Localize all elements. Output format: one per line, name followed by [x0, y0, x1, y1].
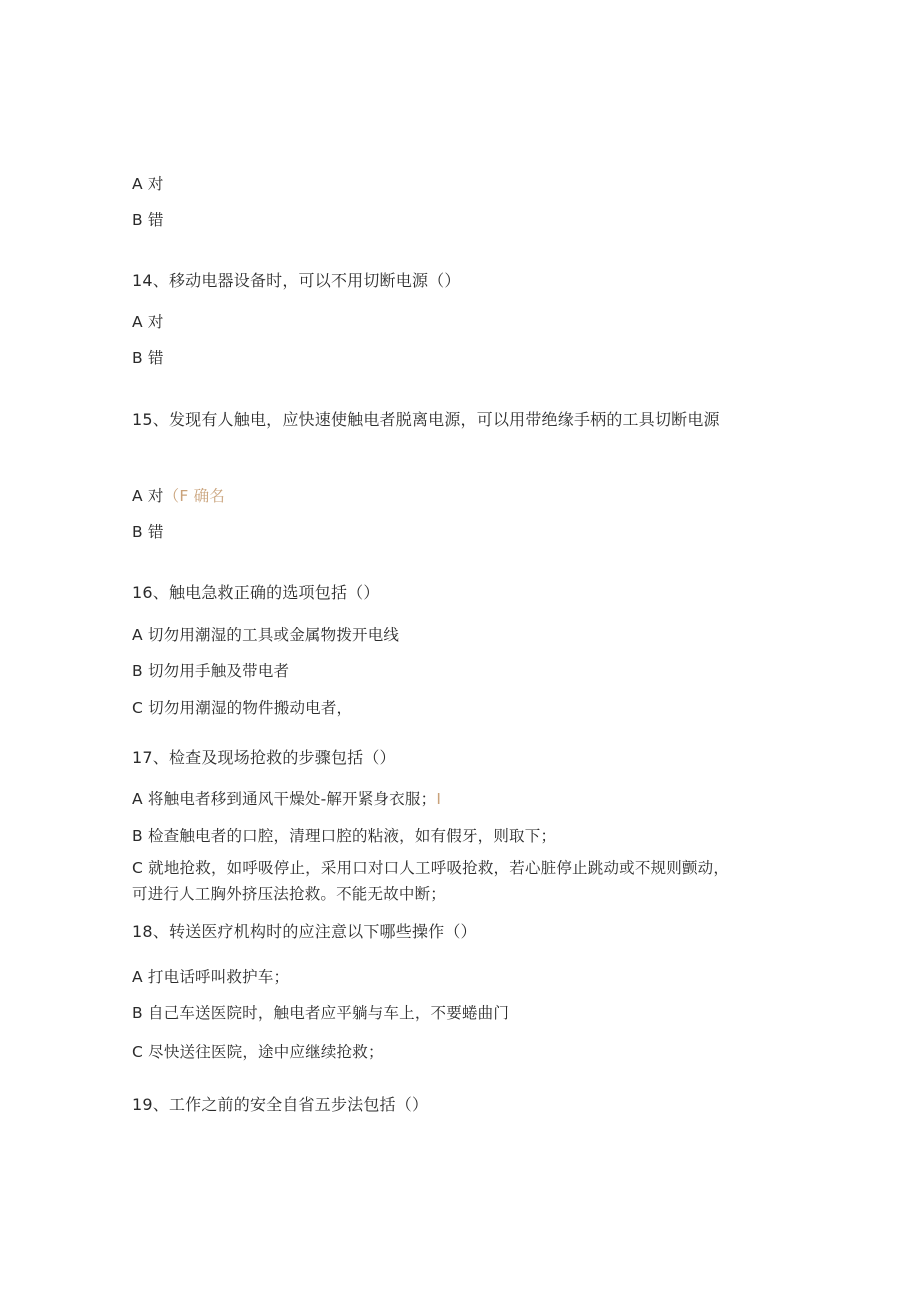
q17-option-a-text: A 将触电者移到通风干燥处-解开紧身衣服； [132, 790, 437, 808]
q16-option-b: B 切勿用手触及带电者 [132, 662, 290, 680]
q17-option-a [132, 788, 441, 810]
q13-option-a: A 对 [132, 175, 164, 193]
q17-stray-mark: I [436, 790, 442, 808]
q18-option-a: A 打电话呼叫救护车； [132, 968, 290, 986]
q16-option-c: C 切勿用潮湿的物件搬动电者， [132, 699, 353, 717]
q17-option-c-line1: C 就地抢救，如呼吸停止，采用口对口人工呼吸抢救，若心脏停止跳动或不规则颤动， [132, 859, 730, 877]
q18-option-b: B 自己车送医院时，触电者应平躺与车上，不要蜷曲门 [132, 1004, 510, 1022]
q13-option-b: B 错 [132, 211, 164, 229]
q14-option-a: A 对 [132, 313, 164, 331]
q19-question: 19、工作之前的安全自省五步法包括（） [132, 1095, 429, 1114]
q15-option-a [132, 485, 225, 507]
q14-question: 14、移动电器设备时，可以不用切断电源（） [132, 271, 461, 290]
q17-option-c-line2: 可进行人工胸外挤压法抢救。不能无故中断； [132, 885, 447, 903]
q16-option-a: A 切勿用潮湿的工具或金属物拨开电线 [132, 626, 400, 644]
q17-question: 17、检查及现场抢救的步骤包括（） [132, 748, 396, 767]
q14-option-b: B 错 [132, 349, 164, 367]
q15-option-b: B 错 [132, 523, 164, 541]
q18-question: 18、转送医疗机构时的应注意以下哪些操作（） [132, 922, 477, 941]
q17-option-b: B 检查触电者的口腔，清理口腔的粘液，如有假牙，则取下； [132, 827, 557, 845]
q15-question: 15、发现有人触电，应快速使触电者脱离电源，可以用带绝缘手柄的工具切断电源 [132, 410, 720, 429]
q15-option-a-text: A 对 [132, 487, 164, 505]
q16-question: 16、触电急救正确的选项包括（） [132, 583, 380, 602]
q15-handwritten-mark: （F 确名 [163, 487, 225, 505]
q18-option-c: C 尽快送往医院，途中应继续抢救； [132, 1043, 384, 1061]
